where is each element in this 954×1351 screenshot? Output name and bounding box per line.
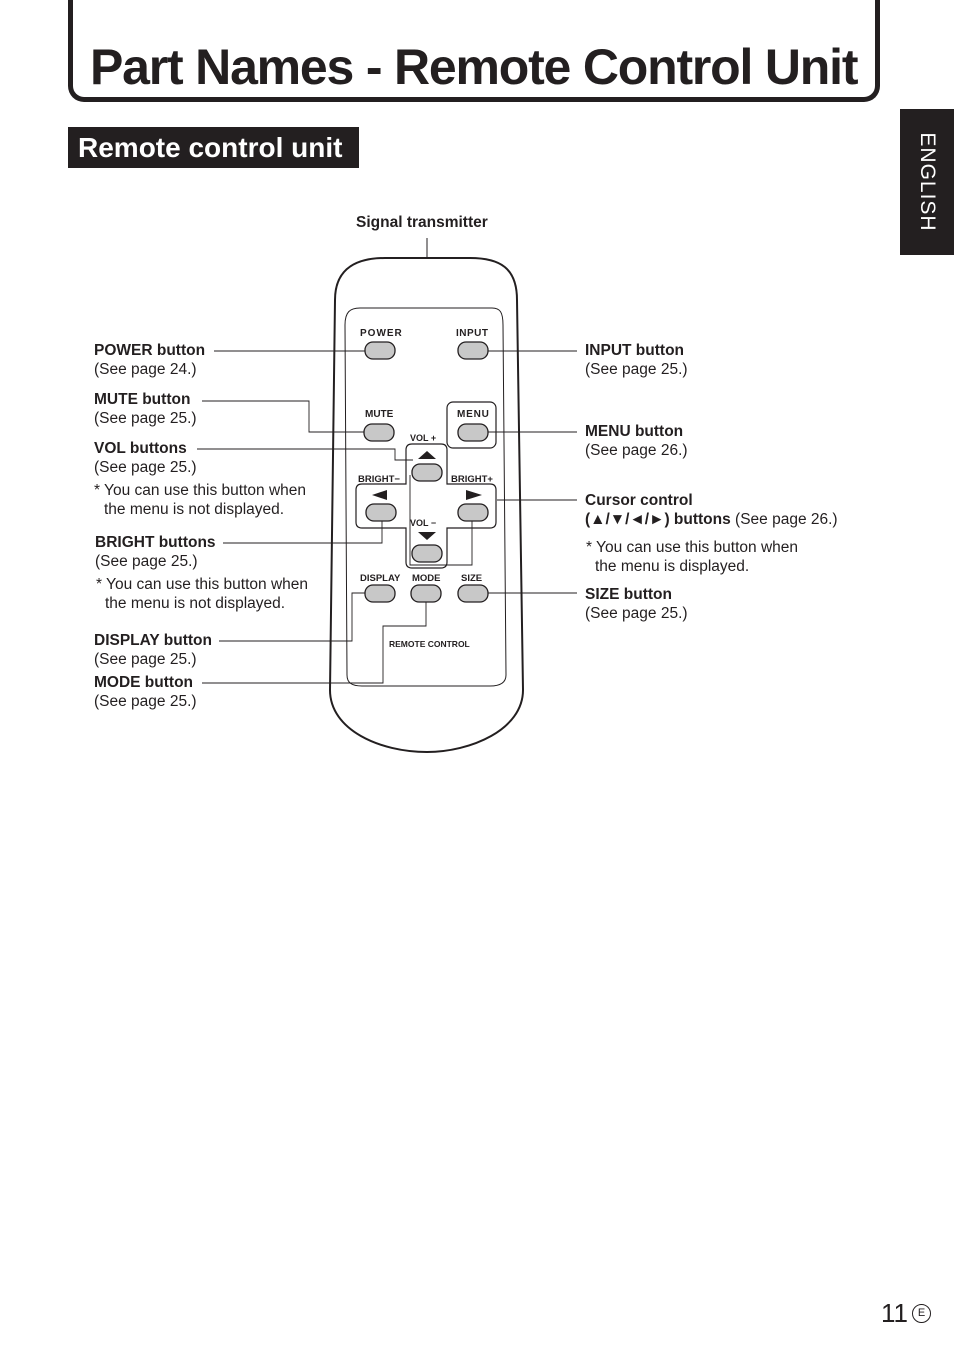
menu-callout — [585, 422, 688, 460]
remote-brand-text: REMOTE CONTROL — [389, 639, 470, 649]
remote-bright-plus-label: BRIGHT+ — [451, 474, 493, 485]
display-callout — [94, 631, 212, 669]
remote-vol-plus-label: VOL + — [410, 433, 437, 443]
language-tab-label: ENGLISH — [916, 132, 939, 232]
mute-callout-name: MUTE button — [94, 391, 191, 408]
signal-transmitter-label: Signal transmitter — [356, 214, 488, 231]
bright-callout — [95, 533, 216, 571]
cursor-callout-ref: (See page 26.) — [735, 511, 838, 528]
bright-callout-name: BRIGHT buttons — [95, 534, 216, 551]
menu-button — [458, 424, 488, 441]
remote-mute-label: MUTE — [365, 409, 394, 420]
power-button — [365, 342, 395, 359]
remote-mode-label: MODE — [412, 573, 441, 584]
up-arrow-icon — [418, 451, 436, 459]
page-title: Part Names - Remote Control Unit — [90, 39, 858, 95]
remote-bright-minus-label: BRIGHT− — [358, 474, 400, 485]
cursor-note-line1: * You can use this button when — [586, 539, 798, 556]
vol-callout-ref: (See page 25.) — [94, 459, 197, 476]
power-callout — [94, 341, 205, 379]
vol-note — [94, 481, 306, 519]
vol-down-button — [412, 545, 442, 562]
input-callout — [585, 341, 688, 379]
cursor-callout — [585, 491, 838, 529]
menu-callout-name: MENU button — [585, 423, 684, 440]
remote-power-label: POWER — [360, 328, 403, 339]
bright-plus-button — [458, 504, 488, 521]
input-callout-ref: (See page 25.) — [585, 361, 688, 378]
size-button — [458, 585, 488, 602]
cursor-callout-name: Cursor control — [585, 492, 693, 509]
vol-callout-name: VOL buttons — [94, 440, 187, 457]
bright-note — [96, 575, 308, 613]
left-arrow-icon — [372, 490, 387, 500]
size-callout — [585, 585, 688, 623]
bright-note-line1: * You can use this button when — [96, 576, 308, 593]
input-button — [458, 342, 488, 359]
mute-callout-ref: (See page 25.) — [94, 410, 197, 427]
input-callout-name: INPUT button — [585, 342, 685, 359]
size-callout-ref: (See page 25.) — [585, 605, 688, 622]
remote-input-label: INPUT — [456, 328, 489, 339]
menu-callout-ref: (See page 26.) — [585, 442, 688, 459]
remote-size-label: SIZE — [461, 573, 483, 584]
display-button — [365, 585, 395, 602]
power-callout-name: POWER button — [94, 342, 206, 359]
cursor-note — [586, 538, 798, 576]
page-suffix-badge: E — [912, 1304, 931, 1323]
bright-minus-button — [366, 504, 396, 521]
display-callout-name: DISPLAY button — [94, 632, 212, 649]
vol-note-line2: the menu is not displayed. — [104, 501, 285, 518]
mode-callout — [94, 673, 197, 711]
mode-callout-ref: (See page 25.) — [94, 693, 197, 710]
bright-note-line2: the menu is not displayed. — [105, 595, 286, 612]
bright-callout-ref: (See page 25.) — [95, 553, 198, 570]
right-arrow-icon — [466, 490, 482, 500]
remote-outline — [330, 258, 523, 752]
remote-display-label: DISPLAY — [360, 573, 401, 584]
size-callout-name: SIZE button — [585, 586, 672, 603]
section-heading: Remote control unit — [68, 127, 359, 168]
cursor-note-line2: the menu is displayed. — [595, 558, 750, 575]
vol-note-line1: * You can use this button when — [94, 482, 306, 499]
mute-button — [364, 424, 394, 441]
down-arrow-icon — [418, 532, 436, 540]
remote-menu-label: MENU — [457, 409, 490, 420]
mute-callout — [94, 390, 197, 428]
remote-vol-minus-label: VOL − — [410, 518, 437, 528]
mode-button — [411, 585, 441, 602]
display-callout-ref: (See page 25.) — [94, 651, 197, 668]
mode-callout-name: MODE button — [94, 674, 194, 691]
vol-up-button — [412, 464, 442, 481]
power-callout-ref: (See page 24.) — [94, 361, 197, 378]
remote-panel — [345, 308, 506, 686]
cursor-callout-arrows: (▲/▼/◄/►) buttons — [585, 511, 731, 528]
vol-callout — [94, 439, 197, 477]
page-number: 11 — [881, 1298, 908, 1328]
